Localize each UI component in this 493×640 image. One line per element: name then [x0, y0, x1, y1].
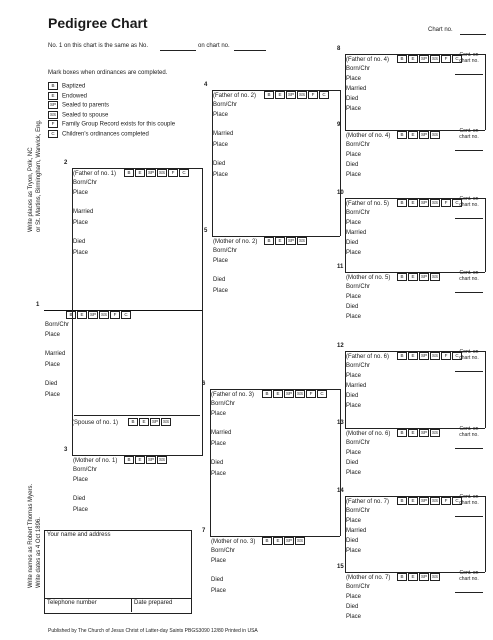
person-9-sp-checkbox[interactable]: SP [421, 132, 428, 137]
person-5-born-label: Born/Chr [213, 248, 238, 254]
person-14-born-label: Born/Chr [346, 508, 371, 514]
person-8-chart-no-label: chart no. [459, 58, 479, 64]
person-2-ss-checkbox[interactable]: SS [159, 170, 166, 175]
person-15-number: 15 [337, 564, 344, 570]
bracket-line-1 [202, 168, 206, 455]
person-12-c-checkbox[interactable]: C [452, 352, 462, 360]
person-11-b-checkbox[interactable]: B [397, 273, 407, 281]
person-8-place-label: Place [346, 106, 362, 112]
person-10-role-label: (Father of no. 5) [346, 201, 390, 207]
connector-v-2 [210, 389, 211, 536]
person-8-f-checkbox[interactable]: F [441, 55, 451, 63]
person-12-chart-no-label: chart no. [459, 355, 479, 361]
legend-c-box: C [48, 130, 58, 138]
person-8-married-label: Married [346, 86, 367, 92]
person-10-married-label: Married [346, 230, 367, 236]
person-4-died-label: Died [213, 161, 226, 167]
legend-sp-box: SP [50, 102, 57, 107]
person-6-place-label: Place [211, 441, 227, 447]
person-6-ss-checkbox[interactable]: SS [297, 391, 304, 396]
person-12-role-label: (Father of no. 6) [346, 354, 390, 360]
spouse-label: (Spouse of no. 1) [72, 420, 119, 426]
legend-e-label: Endowed [62, 93, 88, 100]
person-5-ss-checkbox[interactable]: SS [299, 238, 306, 243]
person-12-number: 12 [337, 343, 344, 349]
person-11-e-checkbox[interactable]: E [408, 273, 418, 281]
legend-item-f [48, 120, 175, 128]
person-9-e-checkbox[interactable]: E [408, 131, 418, 139]
person-14-married-label: Married [346, 528, 367, 534]
person-1-place-label: Place [45, 362, 61, 368]
person-8-continued-on [455, 52, 483, 75]
person-11-chart-no-label: chart no. [459, 276, 479, 282]
person-15-role-label: (Mother of no. 7) [346, 575, 391, 581]
legend-f-box: F [48, 120, 58, 128]
person-1-c-checkbox[interactable]: C [121, 311, 131, 319]
person-11-place-label: Place [346, 294, 362, 300]
person-14-sp-checkbox[interactable]: SP [421, 498, 428, 503]
person-11-cont-chart-field[interactable] [455, 292, 483, 293]
person-7-sp-checkbox[interactable]: SP [286, 538, 293, 543]
person-9-continued-on [455, 128, 483, 151]
legend-b-box: B [48, 82, 58, 90]
person-1-f-checkbox[interactable]: F [110, 311, 120, 319]
person-6-sp-checkbox[interactable]: SP [286, 391, 293, 396]
person-13-chart-no-label: chart no. [459, 432, 479, 438]
person-2-died-label: Died [73, 239, 86, 245]
person-1-place-label: Place [45, 332, 61, 338]
person-15-chart-no-label: chart no. [459, 576, 479, 582]
page-title: Pedigree Chart [48, 15, 148, 31]
person-11-cont-label: Cont. on [459, 270, 479, 276]
spouse-ordinance-boxes [128, 418, 172, 427]
publisher-line: Published by The Church of Jesus Christ of Latter-day Saints PBGS3090 12/80 Printed in USA [48, 628, 258, 634]
person-5-b-checkbox[interactable]: B [264, 237, 274, 245]
person-10-b-checkbox[interactable]: B [397, 199, 407, 207]
person-13-number: 13 [337, 420, 344, 426]
person-8-place-label: Place [346, 76, 362, 82]
person-1-b-checkbox[interactable]: B [66, 311, 76, 319]
person-10-f-checkbox[interactable]: F [441, 199, 451, 207]
person-4-place-label: Place [213, 142, 229, 148]
legend-e-box: E [48, 92, 58, 100]
person-13-born-label: Born/Chr [346, 440, 371, 446]
person-9-cont-label: Cont. on [459, 128, 479, 134]
connector-gen1 [72, 168, 73, 455]
person-12-place-label: Place [346, 373, 362, 379]
person-8-role-label: (Father of no. 4) [346, 57, 390, 63]
person-3-sp-checkbox[interactable]: SP [148, 457, 155, 462]
person-7-place-label: Place [211, 588, 227, 594]
person-6-e-checkbox[interactable]: E [273, 390, 283, 398]
spouse-name-line[interactable] [74, 415, 200, 416]
person-6-number: 6 [202, 381, 206, 387]
person-9-chart-no-label: chart no. [459, 134, 479, 140]
person-4-born-label: Born/Chr [213, 102, 238, 108]
person-6-ordinance-boxes [262, 390, 328, 399]
connector-v-6 [345, 496, 346, 572]
person-15-e-checkbox[interactable]: E [408, 573, 418, 581]
person-10-died-label: Died [346, 240, 359, 246]
bracket-line-2 [340, 90, 341, 236]
person-5-died-label: Died [213, 277, 226, 283]
person-9-b-checkbox[interactable]: B [397, 131, 407, 139]
legend-c-label: Children's ordinances completed [62, 131, 149, 138]
person-13-cont-label: Cont. on [459, 426, 479, 432]
person-13-sp-checkbox[interactable]: SP [421, 430, 428, 435]
places-note-line1: Write places as Tryon, Polk, NC [28, 147, 34, 232]
person-11-ss-checkbox[interactable]: SS [432, 274, 439, 279]
person-2-born-label: Born/Chr [73, 180, 98, 186]
person-2-place-label: Place [73, 250, 89, 256]
person-1-ss-checkbox[interactable]: SS [101, 312, 108, 317]
person-7-ss-checkbox[interactable]: SS [297, 538, 304, 543]
places-note [28, 120, 44, 232]
person-2-sp-checkbox[interactable]: SP [148, 170, 155, 175]
person-9-ss-checkbox[interactable]: SS [432, 132, 439, 137]
legend-item-ss [48, 111, 108, 119]
person-14-b-checkbox[interactable]: B [397, 497, 407, 505]
person-12-ss-checkbox[interactable]: SS [432, 353, 439, 358]
person-6-died-label: Died [211, 460, 224, 466]
person-1-married-label: Married [45, 351, 66, 357]
person-2-place-label: Place [73, 220, 89, 226]
person-14-ss-checkbox[interactable]: SS [432, 498, 439, 503]
name-address-label: Your name and address [47, 532, 111, 538]
person-13-died-label: Died [346, 460, 359, 466]
bracket-line-5 [485, 198, 486, 272]
date-prepared-label: Date prepared [134, 600, 173, 606]
person-7-role-label: (Mother of no. 3) [211, 539, 256, 545]
person-2-b-checkbox[interactable]: B [124, 169, 134, 177]
person-4-b-checkbox[interactable]: B [264, 91, 274, 99]
legend-ss-box: SS [50, 111, 57, 117]
person-4-e-checkbox[interactable]: E [275, 91, 285, 99]
same-as-number-field[interactable] [160, 50, 196, 51]
person-8-b-checkbox[interactable]: B [397, 55, 407, 63]
person-13-b-checkbox[interactable]: B [397, 429, 407, 437]
person-5-e-checkbox[interactable]: E [275, 237, 285, 245]
person-9-number: 9 [337, 122, 341, 128]
person-7-ordinance-boxes [262, 537, 306, 546]
person-4-place-label: Place [213, 172, 229, 178]
person-9-born-label: Born/Chr [346, 142, 371, 148]
person-12-cont-label: Cont. on [459, 349, 479, 355]
connector-v-4 [345, 198, 346, 272]
person-14-died-label: Died [346, 538, 359, 544]
person-1-number: 1 [36, 302, 40, 308]
person-11-died-label: Died [346, 304, 359, 310]
person-8-ordinance-boxes [397, 55, 463, 64]
person-7-e-checkbox[interactable]: E [273, 537, 283, 545]
person-14-role-label: (Father of no. 7) [346, 499, 390, 505]
person-3-role-label: (Mother of no. 1) [73, 458, 118, 464]
person-6-place-label: Place [211, 411, 227, 417]
person-2-c-checkbox[interactable]: C [179, 169, 189, 177]
person-11-continued-on [455, 270, 483, 293]
legend-item-c [48, 130, 149, 138]
person-4-number: 4 [204, 82, 208, 88]
person-10-ss-checkbox[interactable]: SS [432, 200, 439, 205]
person-13-cont-chart-field[interactable] [455, 448, 483, 449]
person-2-e-checkbox[interactable]: E [135, 169, 145, 177]
person-2-number: 2 [64, 160, 68, 166]
person-12-b-checkbox[interactable]: B [397, 352, 407, 360]
person-7-b-checkbox[interactable]: B [262, 537, 272, 545]
person-14-f-checkbox[interactable]: F [441, 497, 451, 505]
person-12-cont-chart-field[interactable] [455, 371, 483, 372]
person-7-number: 7 [202, 528, 206, 534]
chart-no-label: Chart no. [428, 27, 453, 33]
person-3-number: 3 [64, 447, 68, 453]
person-10-ordinance-boxes [397, 199, 463, 208]
spouse-ss-checkbox[interactable]: SS [163, 419, 170, 424]
person-3-ordinance-boxes [124, 456, 168, 465]
person-3-ss-checkbox[interactable]: SS [159, 457, 166, 462]
person-12-married-label: Married [346, 383, 367, 389]
person-11-number: 11 [337, 264, 344, 270]
person-12-born-label: Born/Chr [346, 363, 371, 369]
person-12-ordinance-boxes [397, 352, 463, 361]
on-chart-no-text: on chart no. [198, 43, 230, 49]
person-14-place-label: Place [346, 548, 362, 554]
same-as-text: No. 1 on this chart is the same as No. [48, 43, 149, 49]
person-15-continued-on [455, 570, 483, 593]
person-13-ss-checkbox[interactable]: SS [432, 430, 439, 435]
person-5-place-label: Place [213, 258, 229, 264]
person-9-died-label: Died [346, 162, 359, 168]
person-10-e-checkbox[interactable]: E [408, 199, 418, 207]
person-12-place-label: Place [346, 403, 362, 409]
person-13-e-checkbox[interactable]: E [408, 429, 418, 437]
person-11-born-label: Born/Chr [346, 284, 371, 290]
person-14-place-label: Place [346, 518, 362, 524]
person-7-born-label: Born/Chr [211, 548, 236, 554]
person-3-e-checkbox[interactable]: E [135, 456, 145, 464]
legend-ss-label: Sealed to spouse [62, 112, 109, 119]
person-10-continued-on [455, 196, 483, 219]
person-4-role-label: (Father of no. 2) [213, 93, 257, 99]
person-1-e-checkbox[interactable]: E [77, 311, 87, 319]
connector-v-5 [345, 351, 346, 428]
person-14-continued-on [455, 494, 483, 517]
legend-sp-label: Sealed to parents [62, 102, 110, 109]
person-8-died-label: Died [346, 96, 359, 102]
preparer-divider [44, 598, 191, 599]
person-5-role-label: (Mother of no. 2) [213, 239, 258, 245]
person-1-ordinance-boxes [66, 311, 132, 320]
person-8-born-label: Born/Chr [346, 66, 371, 72]
bracket-line-4 [485, 54, 486, 130]
person-12-e-checkbox[interactable]: E [408, 352, 418, 360]
person-6-f-checkbox[interactable]: F [306, 390, 316, 398]
person-8-sp-checkbox[interactable]: SP [421, 56, 428, 61]
person-15-died-label: Died [346, 604, 359, 610]
bracket-line-7 [485, 496, 486, 572]
person-10-chart-no-label: chart no. [459, 202, 479, 208]
person-4-ordinance-boxes [264, 91, 330, 100]
person-8-e-checkbox[interactable]: E [408, 55, 418, 63]
person-2-role-label: (Father of no. 1) [73, 171, 117, 177]
person-14-cont-label: Cont. on [459, 494, 479, 500]
person-3-died-label: Died [73, 496, 86, 502]
person-10-c-checkbox[interactable]: C [452, 199, 462, 207]
telephone-label: Telephone number [47, 600, 97, 606]
person-6-born-label: Born/Chr [211, 401, 236, 407]
person-4-married-label: Married [213, 131, 234, 137]
person-4-c-checkbox[interactable]: C [319, 91, 329, 99]
person-14-e-checkbox[interactable]: E [408, 497, 418, 505]
person-6-place-label: Place [211, 471, 227, 477]
person-11-place-label: Place [346, 314, 362, 320]
person-12-died-label: Died [346, 393, 359, 399]
person-1-died-label: Died [45, 381, 58, 387]
person-1-sp-checkbox[interactable]: SP [90, 312, 97, 317]
person-14-number: 14 [337, 488, 344, 494]
person-6-role-label: (Father of no. 3) [211, 392, 255, 398]
legend-item-e [48, 92, 87, 100]
person-13-role-label: (Mother of no. 6) [346, 431, 391, 437]
person-9-place-label: Place [346, 152, 362, 158]
person-13-ordinance-boxes [397, 429, 441, 438]
bracket-line-6 [485, 351, 486, 428]
person-11-role-label: (Mother of no. 5) [346, 275, 391, 281]
person-3-place-label: Place [73, 507, 89, 513]
person-15-born-label: Born/Chr [346, 584, 371, 590]
person-10-place-label: Place [346, 220, 362, 226]
names-note-line2: Write dates as 4 Oct 1896. [35, 517, 42, 588]
legend-b-label: Baptized [62, 83, 86, 90]
person-9-role-label: (Mother of no. 4) [346, 133, 391, 139]
names-note [28, 484, 44, 588]
bracket-line-3 [340, 389, 341, 536]
person-5-ordinance-boxes [264, 237, 308, 246]
person-15-ss-checkbox[interactable]: SS [432, 574, 439, 579]
person-2-f-checkbox[interactable]: F [168, 169, 178, 177]
preparer-vdivider [131, 598, 132, 612]
connector-v-3 [345, 54, 346, 130]
person-10-born-label: Born/Chr [346, 210, 371, 216]
person-1-born-label: Born/Chr [45, 322, 70, 328]
person-14-cont-chart-field[interactable] [455, 516, 483, 517]
person-15-ordinance-boxes [397, 573, 441, 582]
person-2-place-label: Place [73, 190, 89, 196]
person-8-number: 8 [337, 46, 341, 52]
spouse-e-checkbox[interactable]: E [139, 418, 149, 426]
person-11-ordinance-boxes [397, 273, 441, 282]
person-8-cont-label: Cont. on [459, 52, 479, 58]
person-3-b-checkbox[interactable]: B [124, 456, 134, 464]
person-8-c-checkbox[interactable]: C [452, 55, 462, 63]
person-15-b-checkbox[interactable]: B [397, 573, 407, 581]
places-note-line2: or St. Martins, Birmingham, Warwick, Eng. [35, 119, 42, 232]
person-2-ordinance-boxes [124, 169, 190, 178]
person-10-place-label: Place [346, 250, 362, 256]
person-6-b-checkbox[interactable]: B [262, 390, 272, 398]
person-5-place-label: Place [213, 288, 229, 294]
person-2-married-label: Married [73, 209, 94, 215]
legend-intro: Mark boxes when ordinances are completed. [48, 70, 168, 76]
person-10-number: 10 [337, 190, 344, 196]
person-9-ordinance-boxes [397, 131, 441, 140]
person-10-cont-chart-field[interactable] [455, 218, 483, 219]
person-13-continued-on [455, 426, 483, 449]
person-10-cont-label: Cont. on [459, 196, 479, 202]
person-11-sp-checkbox[interactable]: SP [421, 274, 428, 279]
spouse-sp-checkbox[interactable]: SP [152, 419, 159, 424]
legend-item-b [48, 82, 85, 90]
names-note-line1: Write names as Robert Thomas Myers. [28, 483, 34, 588]
person-15-sp-checkbox[interactable]: SP [421, 574, 428, 579]
person-4-ss-checkbox[interactable]: SS [299, 92, 306, 97]
person-7-place-label: Place [211, 558, 227, 564]
person-4-f-checkbox[interactable]: F [308, 91, 318, 99]
person-14-c-checkbox[interactable]: C [452, 497, 462, 505]
person-8-ss-checkbox[interactable]: SS [432, 56, 439, 61]
person-13-place-label: Place [346, 470, 362, 476]
person-12-continued-on [455, 349, 483, 372]
person-3-born-label: Born/Chr [73, 467, 98, 473]
person-14-ordinance-boxes [397, 497, 463, 506]
person-15-cont-label: Cont. on [459, 570, 479, 576]
person-3-place-label: Place [73, 477, 89, 483]
person-15-cont-chart-field[interactable] [455, 592, 483, 593]
on-chart-no-field[interactable] [234, 50, 266, 51]
person-9-place-label: Place [346, 172, 362, 178]
person-15-place-label: Place [346, 614, 362, 620]
person-5-sp-checkbox[interactable]: SP [288, 238, 295, 243]
legend-f-label: Family Group Record exists for this couple [62, 121, 176, 128]
person-14-chart-no-label: chart no. [459, 500, 479, 506]
person-4-sp-checkbox[interactable]: SP [288, 92, 295, 97]
spouse-b-checkbox[interactable]: B [128, 418, 138, 426]
person-6-married-label: Married [211, 430, 232, 436]
person-7-died-label: Died [211, 577, 224, 583]
person-4-place-label: Place [213, 112, 229, 118]
person-9-cont-chart-field[interactable] [455, 150, 483, 151]
person-10-sp-checkbox[interactable]: SP [421, 200, 428, 205]
person-15-place-label: Place [346, 594, 362, 600]
person-8-cont-chart-field[interactable] [455, 74, 483, 75]
person-5-number: 5 [204, 228, 208, 234]
person-13-place-label: Place [346, 450, 362, 456]
person-6-c-checkbox[interactable]: C [317, 390, 327, 398]
person-12-f-checkbox[interactable]: F [441, 352, 451, 360]
legend-item-sp [48, 101, 109, 109]
chart-no-field[interactable] [460, 34, 486, 35]
person-1-place-label: Place [45, 392, 61, 398]
connector-v-1 [212, 90, 213, 236]
person-12-sp-checkbox[interactable]: SP [421, 353, 428, 358]
